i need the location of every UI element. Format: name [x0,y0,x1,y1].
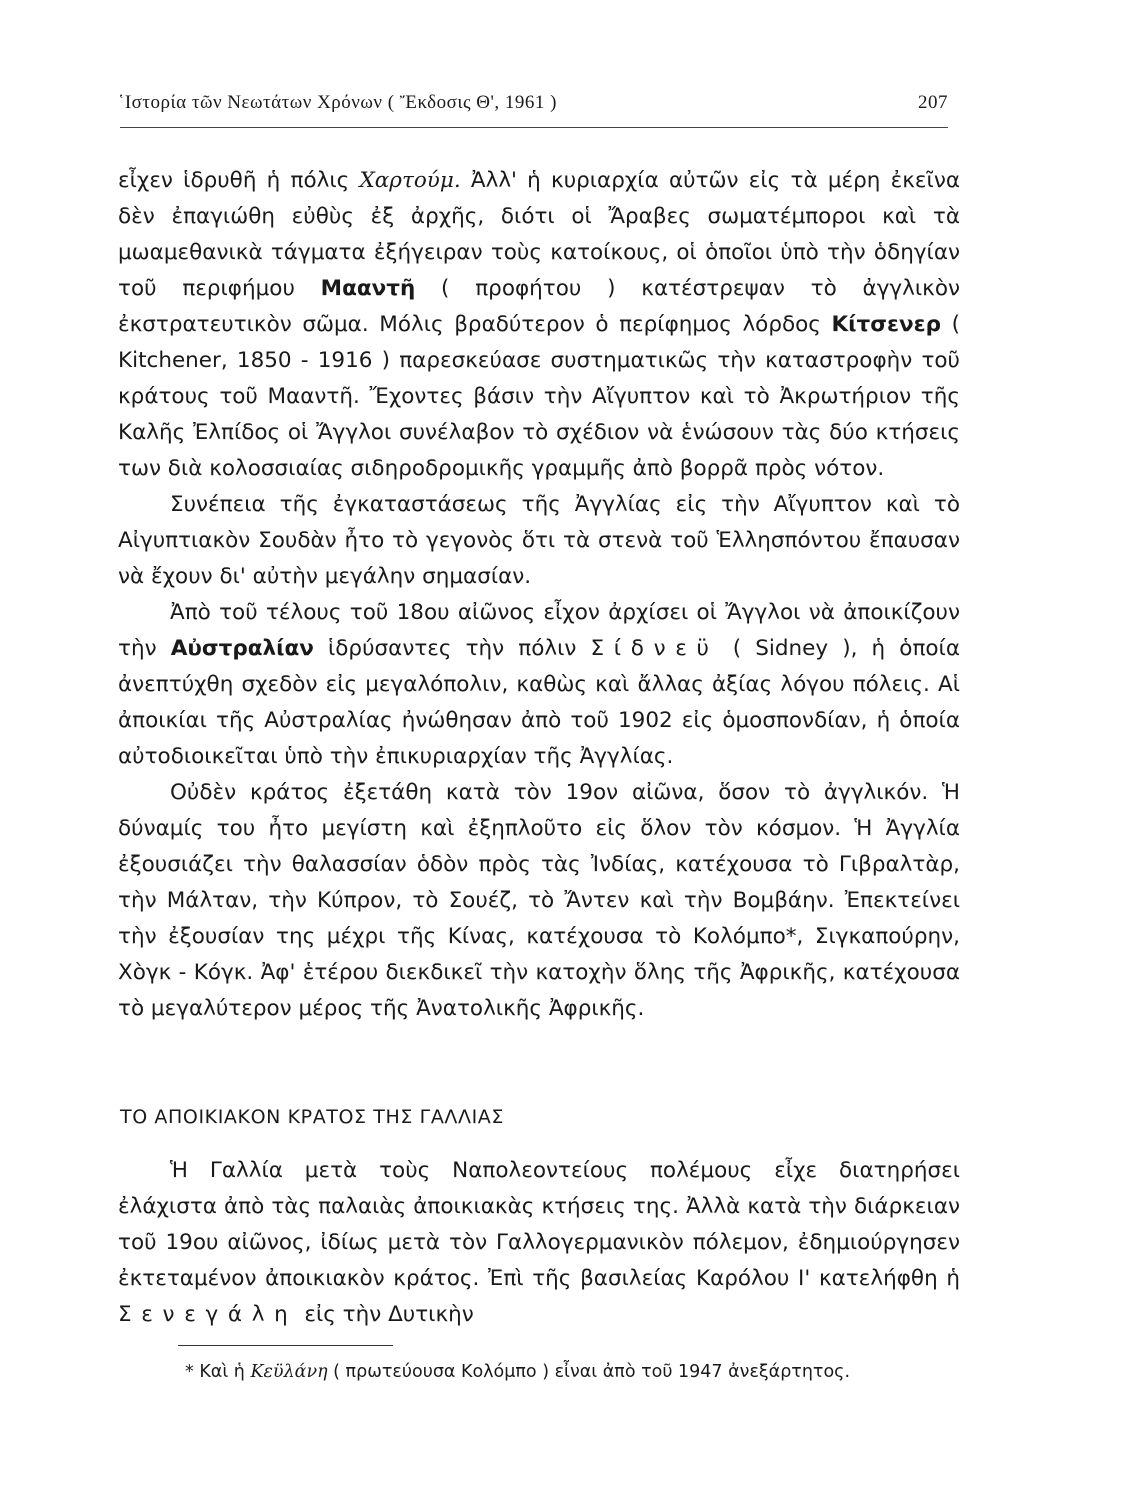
text-run: ( πρωτεύουσα Κολόμπο ) εἶναι ἀπὸ τοῦ 1947 ἀνεξάρτητος. [327,1362,851,1382]
paragraph [118,595,960,775]
paragraph [118,487,960,595]
paragraph [118,775,960,1027]
italic-term: Χαρτούμ. [359,168,461,193]
text-run: Ἀλλ' ἡ κυριαρχία αὐτῶν εἰς τὰ μέρη ἐκεῖνα δὲν ἐπαγιώθη εὐθὺς ἐξ ἀρχῆς, διότι οἱ Ἄραβες σωματέμποροι καὶ τὰ μωαμεθανικὰ τάγματα ἐξήγειραν τοὺς κατοίκους, οἱ ὁποῖοι ὑπὸ τὴν ὁδηγίαν τοῦ περιφήμου [118,168,960,301]
italic-term: Κεϋλάνη [250,1362,328,1382]
text-run: Ἡ Γαλλία μετὰ τοὺς Ναπολεοντείους πολέμους εἶχε διατηρήσει ἐλάχιστα ἀπὸ τὰς παλαιὰς ἀποικιακὰς κτήσεις της. Ἀλλὰ κατὰ τὴν διάρκειαν τοῦ 19ου αἰῶνος, ἰδίως μετὰ τὸν Γαλλογερμανικὸν πόλεμον, ἐδημιούργησεν ἐκτεταμένον ἀποικιακὸν κράτος. Ἐπὶ τῆς βασιλείας Καρόλου Ι' κατελήφθη ἡ [118,1158,960,1291]
main-text [118,163,960,1027]
text-run: * Καὶ ἡ [185,1362,251,1382]
text-run: ( Sidney ), ἡ ὁποία ἀνεπτύχθη σχεδὸν εἰς μεγαλόπολιν, καθὼς καὶ ἄλλας ἀξίας λόγου πόλεις. Αἱ ἀποικίαι τῆς Αὐστραλίας ἠνώθησαν ἀπὸ τοῦ 1902 εἰς ὁμοσπονδίαν, ἡ ὁποία αὐτοδιοικεῖται ὑπὸ τὴν ἐπικυριαρχίαν τῆς Ἀγγλίας. [118,636,960,769]
paragraph [118,163,960,487]
bold-term: Αὐστραλίαν [170,636,314,661]
page-number: 207 [918,92,948,113]
text-run: ( προφήτου ) κατέστρεψαν τὸ ἀγγλικὸν ἐκστρατευτικὸν σῶμα. Μόλις βραδύτερον ὁ περίφημος λόρδος [118,276,960,337]
section-paragraph [118,1153,960,1333]
text-run: εἶχεν ἱδρυθῆ ἡ πόλις [118,168,360,193]
section-heading: ΤΟ ΑΠΟΙΚΙΑΚΟΝ ΚΡΑΤΟΣ ΤΗΣ ΓΑΛΛΙΑΣ [120,1106,505,1128]
bold-term: Κίτσενερ [831,312,941,337]
running-head-title: ῾Ιστορία τῶν Νεωτάτων Χρόνων ( Ἔκδοσις Θ', 1961 ) [118,92,557,113]
spaced-term: Σενεγάλη [118,1302,298,1327]
text-run: ἱδρύσαντες τὴν πόλιν [313,636,591,661]
text-run: Ἀπὸ τοῦ τέλους τοῦ 18ου αἰῶνος εἶχον ἀρχίσει οἱ Ἄγγλοι νὰ ἀποικίζουν τὴν [118,600,960,661]
footnote [185,1362,850,1382]
text-run: Οὐδὲν κράτος ἐξετάθη κατὰ τὸν 19ον αἰῶνα, ὅσον τὸ ἀγγλικόν. Ἡ δύναμίς του ἦτο μεγίστη καὶ ἐξηπλοῦτο εἰς ὅλον τὸν κόσμον. Ἡ Ἀγγλία ἐξουσιάζει τὴν θαλασσίαν ὁδὸν πρὸς τὰς Ἰνδίας, κατέχουσα τὸ Γιβραλτὰρ, τὴν Μάλταν, τὴν Κύπρον, τὸ Σουέζ, τὸ Ἄντεν καὶ τὴν Βομβάην. Ἐπεκτείνει τὴν ἐξουσίαν της μέχρι τῆς Κίνας, κατέχουσα τὸ Κολόμπο*, Σιγκαπούρην, Χὸγκ - Κόγκ. Ἀφ' ἑτέρου διεκδικεῖ τὴν κατοχὴν ὅλης τῆς Ἀφρικῆς, κατέχουσα τὸ μεγαλύτερον μέρος τῆς Ἀνατολικῆς Ἀφρικῆς. [118,780,960,1021]
text-run: ( Kitchener, 1850 - 1916 ) παρεσκεύασε συστηματικῶς τὴν καταστροφὴν τοῦ κράτους τοῦ Μααντῆ. Ἔχοντες βάσιν τὴν Αἴγυπτον καὶ τὸ Ἀκρωτήριον τῆς Καλῆς Ἐλπίδος οἱ Ἄγγλοι συνέλαβον τὸ σχέδιον νὰ ἑνώσουν τὰς δύο κτήσεις των διὰ κολοσσιαίας σιδηροδρομικῆς γραμμῆς ἀπὸ βορρᾶ πρὸς νότον. [118,312,960,481]
spaced-term: Σίδνεϋ [590,636,719,661]
text-run: Συνέπεια τῆς ἐγκαταστάσεως τῆς Ἀγγλίας εἰς τὴν Αἴγυπτον καὶ τὸ Αἰγυπτιακὸν Σουδὰν ἦτο τὸ γεγονὸς ὅτι τὰ στενὰ τοῦ Ἑλλησπόντου ἔπαυσαν νὰ ἔχουν δι' αὐτὴν μεγάλην σημασίαν. [118,492,960,589]
header-rule [120,127,948,128]
footnote-rule [178,1345,393,1346]
bold-term: Μααντῆ [320,276,416,301]
text-run: εἰς τὴν Δυτικὴν [297,1302,474,1327]
